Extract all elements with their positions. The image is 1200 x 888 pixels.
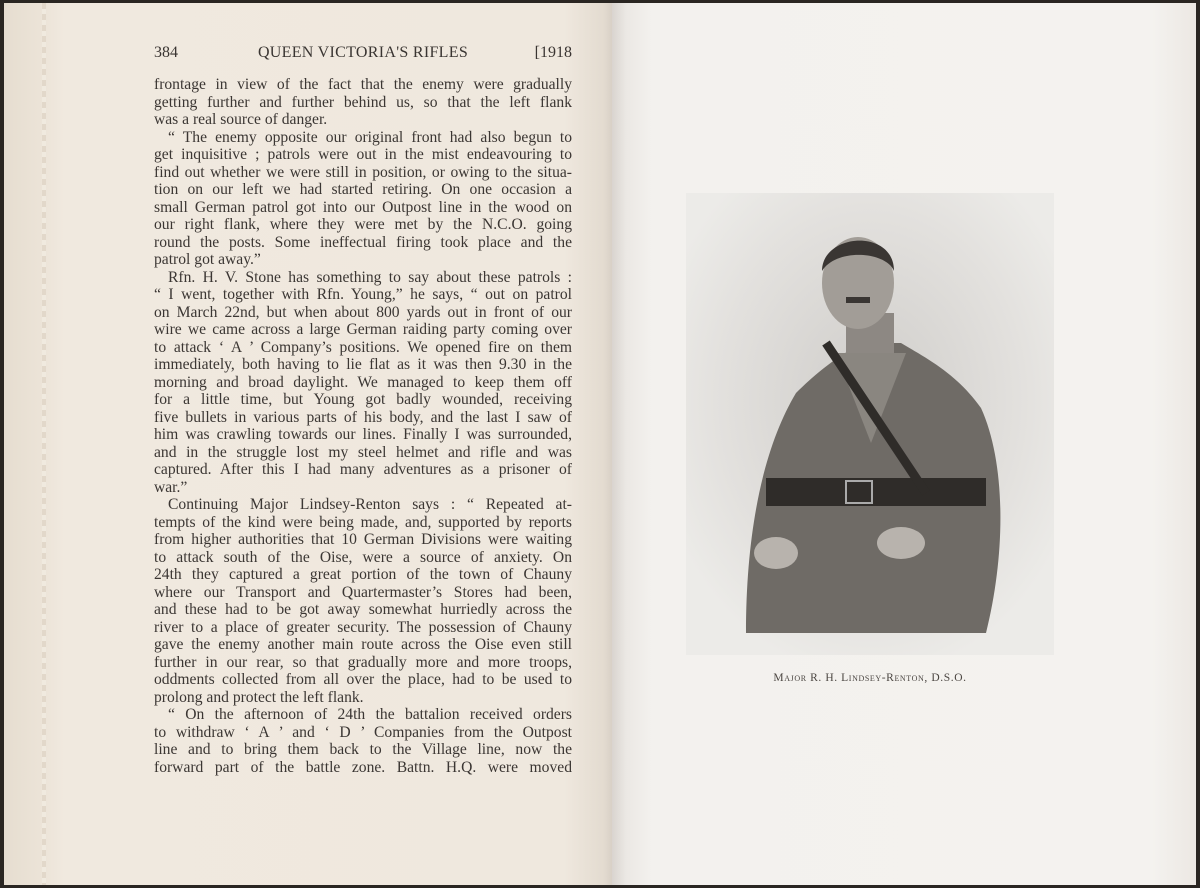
text-line: him was crawling towards our lines. Finally I was surrounded, bbox=[154, 426, 572, 443]
running-title: QUEEN VICTORIA'S RIFLES bbox=[257, 44, 469, 61]
text-line: to attack ‘ A ’ Company’s positions. We opened fire on them bbox=[154, 338, 572, 356]
running-header bbox=[154, 44, 572, 66]
text-line: prolong and protect the left flank. bbox=[154, 688, 364, 706]
text-line: immediately, both having to lie flat as it was then 9.30 in the bbox=[154, 356, 572, 373]
text-line: get inquisitive ; patrols were out in the mist endeavouring to bbox=[154, 146, 572, 163]
text-line: was a real source of danger. bbox=[154, 111, 328, 128]
text-line: patrol got away.” bbox=[154, 251, 261, 268]
text-line: to attack south of the Oise, were a source of anxiety. On bbox=[154, 548, 572, 566]
text-line: further in our rear, so that gradually more and more troops, bbox=[154, 653, 572, 671]
text-line: and in the struggle lost my steel helmet and rifle and was bbox=[154, 443, 572, 461]
text-line: war.” bbox=[154, 478, 188, 496]
text-line: small German patrol got into our Outpost line in the wood on bbox=[154, 198, 572, 216]
text-line: “ On the afternoon of 24th the battalion received orders bbox=[168, 706, 572, 723]
body-text bbox=[154, 76, 572, 776]
text-line: find out whether we were still in position, or owing to the situa- bbox=[154, 163, 572, 181]
text-line: our right flank, where they were met by the N.C.O. going bbox=[154, 216, 572, 233]
portrait-photograph bbox=[686, 193, 1054, 655]
text-line: on March 22nd, but when about 800 yards out in front of our bbox=[154, 303, 572, 321]
text-line: to withdraw ‘ A ’ and ‘ D ’ Companies from the Outpost bbox=[154, 723, 572, 741]
photo-caption: Major R. H. Lindsey-Renton, D.S.O. bbox=[773, 672, 967, 684]
text-line: oddments collected from all over the place, had to be used to bbox=[154, 671, 572, 688]
text-line: round the posts. Some ineffectual firing took place and the bbox=[154, 233, 572, 251]
text-line: tempts of the kind were being made, and, supported by reports bbox=[154, 513, 572, 531]
text-line: from higher authorities that 10 German Divisions were waiting bbox=[154, 531, 572, 548]
text-line: Rfn. H. V. Stone has something to say about these patrols : bbox=[168, 268, 572, 286]
text-line: forward part of the battle zone. Battn. H.Q. were moved bbox=[154, 758, 572, 776]
deckled-edge bbox=[42, 3, 46, 885]
page-number: 384 bbox=[154, 44, 178, 61]
text-line: for a little time, but Young got badly wounded, receiving bbox=[154, 391, 572, 408]
text-line: and these had to be got away somewhat hurriedly across the bbox=[154, 601, 572, 618]
text-line: morning and broad daylight. We managed to keep them off bbox=[154, 373, 572, 391]
text-line: frontage in view of the fact that the enemy were gradually bbox=[154, 76, 572, 93]
text-line: tion on our left we had started retiring. On one occasion a bbox=[154, 181, 572, 198]
text-line: where our Transport and Quartermaster’s Stores had been, bbox=[154, 583, 572, 601]
text-line: getting further and further behind us, so that the left flank bbox=[154, 93, 572, 111]
text-line: wire we came across a large German raiding party coming over bbox=[154, 321, 572, 338]
text-line: gave the enemy another main route across the Oise even still bbox=[154, 636, 572, 653]
text-line: five bullets in various parts of his body, and the last I saw of bbox=[154, 408, 572, 426]
text-line: “ I went, together with Rfn. Young,” he says, “ out on patrol bbox=[154, 286, 572, 303]
portrait-figure bbox=[686, 193, 1054, 655]
text-line: line and to bring them back to the Village line, now the bbox=[154, 741, 572, 758]
text-line: captured. After this I had many adventures as a prisoner of bbox=[154, 461, 572, 478]
year-marker: [1918 bbox=[534, 44, 572, 61]
text-line: river to a place of greater security. The possession of Chauny bbox=[154, 618, 572, 636]
text-line: “ The enemy opposite our original front had also begun to bbox=[168, 128, 572, 146]
text-line: Continuing Major Lindsey-Renton says : “ Repeated at- bbox=[168, 496, 572, 513]
text-line: 24th they captured a great portion of the town of Chauny bbox=[154, 566, 572, 583]
